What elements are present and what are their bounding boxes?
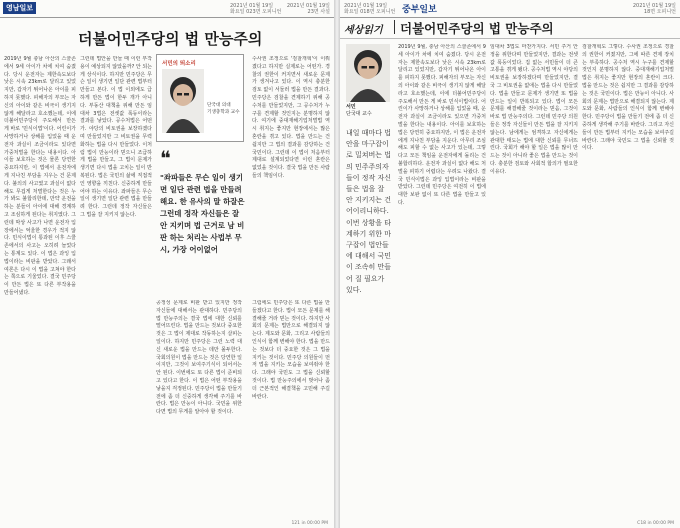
section-label: 세상읽기 [344,25,383,36]
author-avatar [162,69,204,133]
title-separator [394,20,395,34]
author-department: 기생충학과 교수 [207,109,240,115]
column-label: 서민의 뙤소리 [162,61,196,67]
header-divider [0,17,334,18]
left-body-column-3: 공정성 문제로 비판 받고 있지만 정작 자신들에 대해서는 관대하다. 민주당의 법 만능주의는 결국 법에 대한 신뢰를 떨어뜨린다. 법을 만드는 것보다 중요한 것은 그 법이 제대로 작동하는지 살피는 일이다. 하지만 민주당은 그런 노력 대신 새로운 법을 만드는 데만 몰두한다. 국회의원이 법을 만드는 것은 당연한 일이지만, 그것이 보여주기식이 되어서는 안 된다. 이번에도 또 다른 법이 준비되고 있다고 한다. 이 법은 어떤 부작용을 낳을지 걱정된다. 민주당이 법을 만들기 전에 좀 더 신중하게 생각해 주기를 바란다. 법은 만능이 아니다. 국민을 위한다면 법의 무게를 알아야 할 것이다. [156,300,242,416]
left-body-column-5: 그럼에도 민주당은 또 다른 법을 만들겠다고 한다. 법이 모든 문제를 해결해줄 거라 믿는 것이다. 하지만 사회의 문제는 법만으로 해결되지 않는다. 제도와 문화, 그리고 사람들의 인식이 함께 변해야 한다. 법을 만드는 것보다 더 중요한 것은 그 법을 지키는 것이다. 민주당 의원들이 먼저 법을 지키는 모습을 보여줘야 한다. 그래야 국민도 그 법을 신뢰할 것이다. 법 만능주의에서 벗어나 좀 더 근본적인 해결책을 고민해 주길 바란다. [252,300,330,400]
right-author-title: 단국대 교수 [346,111,372,117]
left-pull-quote: "좌파들은 무슨 일이 생기면 일단 관련 법을 만들려 해요. 한 유사의 말 하잘은 그런데 정작 자신들은 잘 안 지키며 법 근거로 남 비판 하는 처리는 사법부 무시, 가장 어이없어 [160,173,245,254]
right-header-divider [340,17,680,18]
left-header-date: 2021년 01월 19일 화요일 023면 오피니언 [230,3,282,15]
author-affiliation: 단국대 의대 [207,103,231,108]
right-header-date: 2021년 01월 19일 화요일 018면 오피니언 [344,3,396,15]
left-author-box [156,54,244,142]
quote-mark-icon: ❝ [160,146,171,170]
left-article-title: 더불어민주당의 법 만능주의 [78,30,263,48]
right-page-footer: C18 in 00:00 PM [637,521,674,526]
left-body-column-1: 2019년 9월 충남 아산의 스쿨존에서 9세 아이가 차에 치여 숨졌다. 당시 운전자는 제한속도보다 낮은 시속 23km로 달리고 있었지만, 갑자기 튀어나온 아이를 피하지 못했다. 피해자의 부모는 자신의 아이와 같은 비극이 생기지 않게 해달라고 호소했는데, 이에 더불어민주당이 주도해서 만든 게 바로 '민식이법'이다. 어린이가 사망하거나 상해를 입었을 때 운전자 과실이 조금이라도 있다면 가중처벌을 한다는 내용이다. 아이들 보호하는 것은 물론 당연한 중요하지만, 이 법에서 운전자에게 지나친 부담을 지우는 건 문제다. 불의의 사고였고 과실이 없다 해도 무겁게 처벌한다는 것은 누가 봐도 불합리한데, 만약 운전을 하는 분들이 아이에 대해 경계하고 조심하게 된다는 취지였다. 그런데 막상 사고가 나면 운전자 입장에서는 억울한 경우가 적지 않다. 민식이법이 통과된 이후 스쿨존에서의 사고는 오히려 늘었다는 통계도 있다. 이 법은 과잉 입법이라는 비판을 받았다. 그래서 여론은 다시 이 법을 고쳐야 한다는 쪽으로 기울었다. 결국 민주당이 만든 법은 또 다른 부작용을 만들어냈다. [4,56,76,296]
right-header-page-info: 2021년 01월 19일 18면 오피니언 [632,3,676,15]
left-newspaper-page [0,0,334,528]
right-newspaper-logo: 중부일보 [402,5,437,15]
right-author-byline [346,104,372,118]
right-author-name: 서민 [346,104,356,110]
left-page-header [0,0,334,17]
left-body-column-2: 그런데 법안을 만들 때 이런 부작용이 예상되지 않았을까? 안 되는 게 상식이다. 하지만 민주당은 무슨 일이 생기면 일단 관련 법부터 만들고 본다. 이 법 이외에도 급하게 만든 법이 한두 개가 아니다. 부동산 대책을 위해 만든 임대차 3법은 전셋값 폭등이라는 결과를 낳았다. 공수처법은 어떤가. 야당의 비토권을 보장하겠다며 만들었지만 그 비토권을 무력화하는 법을 다시 만들었다. 이처럼 법이 만능이라 믿으니 조급하게 법을 만들고, 그 법이 문제가 생기면 다시 법을 고치는 일이 반복된다. 법은 국민의 삶에 직접적인 영향을 끼친다. 신중하게 만들어야 하는 이유다. 좌파들은 무슨 일이 생기면 일단 관련 법을 만들려 한다. 그런데 정작 자신들은 그 법을 잘 지키지 않는다. [80,56,152,218]
title-underline [340,38,680,39]
left-newspaper-logo: 영남일보 [3,2,36,14]
left-page-footer: 121 in 00:00 PM [291,521,328,526]
right-side-quote: 내일 때마다 법안을 마구잡이로 밀쳐버는 법의 민주주의자들이 정작 자신들은 법을 잘 안 지키지는 건 어이리니하다. 이번 상황을 타계하기 위한 마구잡이 법안들에 대해서 국민이 조속히 만들어 질 필요가 있다. [346,129,392,294]
left-header-page-info: 2021년 01월 19일 23면 사설 [286,3,330,15]
right-body-column-1: 2019년 9월, 충남 아산의 스쿨존에서 9세 아이가 차에 치여 숨졌다. 당시 운전자는 제한속도보다 낮은 시속 23km로 달리고 있었지만, 갑자기 튀어나온 아이를 피하지 못했다. 피해자의 부모는 자신의 아이와 같은 비극이 생기지 않게 해달라고 호소했는데, 이에 더불어민주당이 주도해서 만든 게 바로 민식이법이다. 어린이가 사망하거나 상해를 입었을 때, 운전자 과실이 조금이라도 있으면 가중처벌을 한다는 내용이다. 아이를 보호하는 법은 당연히 중요하지만, 이 법은 운전자에게 지나친 부담을 지운다. 아무리 조심해도 피할 수 없는 사고가 있는데, 그렇다고 모든 책임을 운전자에게 돌리는 건 불합리하다. 운전자 과실이 없다 해도 처벌을 피하기 어렵다는 우려도 나왔다. 결국 민식이법은 과잉 입법이라는 비판을 받았다. 그런데 민주당은 여전히 이 법에 대한 보완 없이 또 다른 법을 만들고 있다. [398,44,486,206]
right-body-column-2: 임대차 3법도 마찬가지다. 서민 주거 안정을 위한다며 만들었지만, 결과는 전셋값 폭등이었다. 집 없는 서민들이 더 큰 고통을 겪게 됐다. 공수처법 역시 야당의 비토권을 보장하겠다며 만들었지만, 결국 그 비토권을 없애는 법을 다시 만들었다. 법을 만들고 문제가 생기면 또 법을 만드는 일이 반복되고 있다. 법이 모든 문제를 해결해줄 것이라는 믿음, 그것이 바로 법 만능주의다. 그런데 민주당 의원들은 정작 자신들이 만든 법을 잘 지키지 않는다. 남에게는 엄격하고 자신에게는 관대한 태도는 법에 대한 신뢰를 무너뜨린다. 국회가 해야 할 일은 법을 많이 만드는 것이 아니라 좋은 법을 만드는 것이다. 충분한 검토와 사회적 합의가 필요한 이유다. [490,44,578,175]
right-author-avatar [346,44,390,102]
right-page-header [340,0,680,17]
right-newspaper-page [340,0,680,528]
right-article-title: 더불어민주당의 법 만능주의 [400,21,554,36]
right-body-column-3: 검찰개혁도 그렇다. 수사권 조정으로 경찰의 권한이 커졌지만, 그에 따른 견제 장치는 부족하다. 공수처 역시 누구를 견제할 것인지 분명하지 않다. 중대재해기업처벌법은 취지는 좋지만 현장의 혼란이 크다. 법을 만드는 것은 쉽지만 그 결과를 감당하는 것은 국민이다. 법은 만능이 아니다. 사회의 문제는 법만으로 해결되지 않는다. 제도와 문화, 사람들의 인식이 함께 변해야 한다. 민주당이 법을 만들기 전에 좀 더 신중하게 생각해 주기를 바란다. 그리고 자신들이 만든 법부터 지키는 모습을 보여주길 바란다. 그래야 국민도 그 법을 신뢰할 것이다. [582,44,674,152]
left-body-column-4: 수사권 조정으로 '검찰개혁'이 이뤄졌다고 하지만 실제로는 어떤가. 경찰의 권한이 커지면서 새로운 문제가 생겨나고 있다. 이 역시 충분한 검토 없이 서둘러 법을 만든 결과다. 민주당은 검찰을 견제하기 위해 공수처를 만들었지만, 그 공수처가 누구를 견제할 것인지는 분명하지 않다. 여기에 중대재해기업처벌법 역시 취지는 좋지만 현장에서는 많은 혼란을 겪고 있다. 법을 만드는 건 쉽지만 그 법의 결과를 감당하는 건 국민이다. 그런데 이 법이 처음부터 제대로 설계되었다면 이런 혼란은 없었을 것이다. 결국 법을 만든 사람들의 책임이다. [252,56,330,179]
